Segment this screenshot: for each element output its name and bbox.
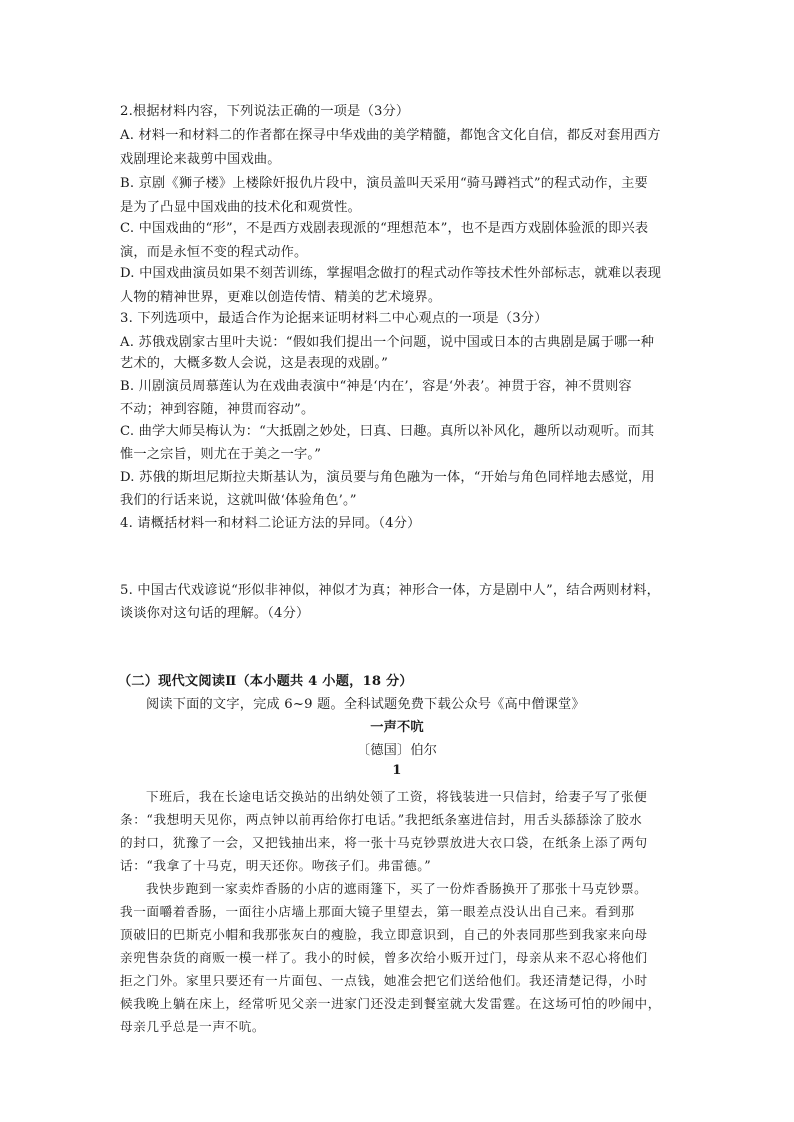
section-instruction: 阅读下面的文字，完成 6~9 题。全科试题免费下载公众号《高中僧课堂》 (146, 697, 585, 712)
para2-line4: 亲兜售杂货的商贩一模一样了。我小的时候，曾多次给小贩开过门，母亲从来不忍心将他们 (120, 950, 648, 965)
q2-option-d-line1: D. 中国戏曲演员如果不刻苦训练，掌握唱念做打的程式动作等技术性外部标志，就难以表现 (120, 266, 662, 281)
q3-option-b-line1: B. 川剧演员周慕莲认为在戏曲表演中“神是‘内在’，容是‘外表’。神贯于容，神不贯则容 (120, 379, 632, 394)
para1-line2: 条：“我想明天见你，两点钟以前再给你打电话。”我把纸条塞进信封，用舌头舔舔涂了胶水 (120, 812, 643, 827)
para2-line6: 候我晚上躺在床上，经常听见父亲一进家门还没走到餐室就大发雷霆。在这场可怕的吵闹中， (120, 996, 661, 1011)
story-part-number: 1 (392, 763, 402, 778)
q2-option-d-line2: 人物的精神世界，更难以创造传情、精美的艺术境界。 (120, 290, 442, 305)
para2-line5: 拒之门外。家里只要还有一片面包、一点钱，她准会把它们送给他们。我还清楚记得，小时 (120, 973, 648, 988)
question-5-line2: 谈谈你对这句话的理解。（4分） (120, 606, 310, 621)
q3-option-c-line1: C. 曲学大师吴梅认为：“大抵剧之妙处，曰真、曰趣。真所以补风化，趣所以动观听。而其 (120, 424, 655, 439)
q3-option-d-line2: 我们的行话来说，这就叫做‘体验角色’。” (120, 493, 357, 508)
q3-option-b-line2: 不动；神到容随，神贯而容动”。 (120, 402, 315, 417)
question-2-stem: 2.根据材料内容，下列说法正确的一项是（3分） (120, 104, 410, 119)
q3-option-a-line1: A. 苏俄戏剧家古里叶夫说：“假如我们提出一个问题，说中国或日本的古典剧是属于哪一种 (120, 335, 655, 350)
para2-line7: 母亲几乎总是一声不吭。 (120, 1019, 266, 1034)
q2-option-b-line1: B. 京剧《狮子楼》上楼除奸报仇片段中，演员盖叫天采用“骑马蹲裆式”的程式动作，主要 (120, 176, 648, 191)
story-author: 〔德国〕伯尔 (356, 743, 438, 758)
q3-option-d-line1: D. 苏俄的斯坦尼斯拉夫斯基认为，演员要与角色融为一体，“开始与角色同样地去感觉，用 (120, 470, 655, 485)
para1-line4: 话：“我拿了十马克，明天还你。吻孩子们。弗雷德。” (120, 858, 432, 873)
para2-line2: 我一面嚼着香肠，一面往小店墙上那面大镜子里望去，第一眼差点没认出自己来。看到那 (120, 904, 635, 919)
para2-line3: 顶破旧的巴斯克小帽和我那张灰白的瘦脸，我立即意识到，自己的外表同那些到我家来向母 (120, 927, 648, 942)
para1-line3: 的封口，犹豫了一会，又把钱抽出来，将一张十马克钞票放进大衣口袋，在纸条上添了两句 (120, 835, 648, 850)
q3-option-c-line2: 惟一之宗旨，则尤在于美之一字。” (120, 447, 322, 462)
q2-option-b-line2: 是为了凸显中国戏曲的技术化和观赏性。 (120, 200, 361, 215)
story-title: 一声不吭 (370, 720, 424, 735)
question-3-stem: 3. 下列选项中，最适合作为论据来证明材料二中心观点的一项是（3分） (120, 311, 548, 326)
para1-line1: 下班后，我在长途电话交换站的出纳处领了工资，将钱装进一只信封，给妻子写了张便 (146, 789, 648, 804)
question-5-line1: 5. 中国古代戏谚说“形似非神似，神似才为真；神形合一体，方是剧中人”，结合两则材料， (120, 583, 660, 598)
q3-option-a-line2: 艺术的，大概多数人会说，这是表现的戏剧。” (120, 356, 389, 371)
question-4: 4. 请概括材料一和材料二论证方法的异同。（4分） (120, 516, 421, 531)
section-heading: （二）现代文阅读Ⅱ（本小题共 4 小题，18 分） (118, 674, 413, 689)
q2-option-a-line2: 戏剧理论来裁剪中国戏曲。 (120, 152, 281, 167)
q2-option-a-line1: A. 材料一和材料二的作者都在探寻中华戏曲的美学精髓，都饱含文化自信，都反对套用西方 (120, 128, 661, 143)
para2-line1: 我快步跑到一家卖炸香肠的小店的遮雨篷下，买了一份炸香肠换开了那张十马克钞票。 (146, 881, 648, 896)
q2-option-c-line2: 演，而是永恒不变的程式动作。 (120, 245, 308, 260)
q2-option-c-line1: C. 中国戏曲的“形”，不是西方戏剧表现派的“理想范本”，也不是西方戏剧体验派的即兴表 (120, 221, 649, 236)
